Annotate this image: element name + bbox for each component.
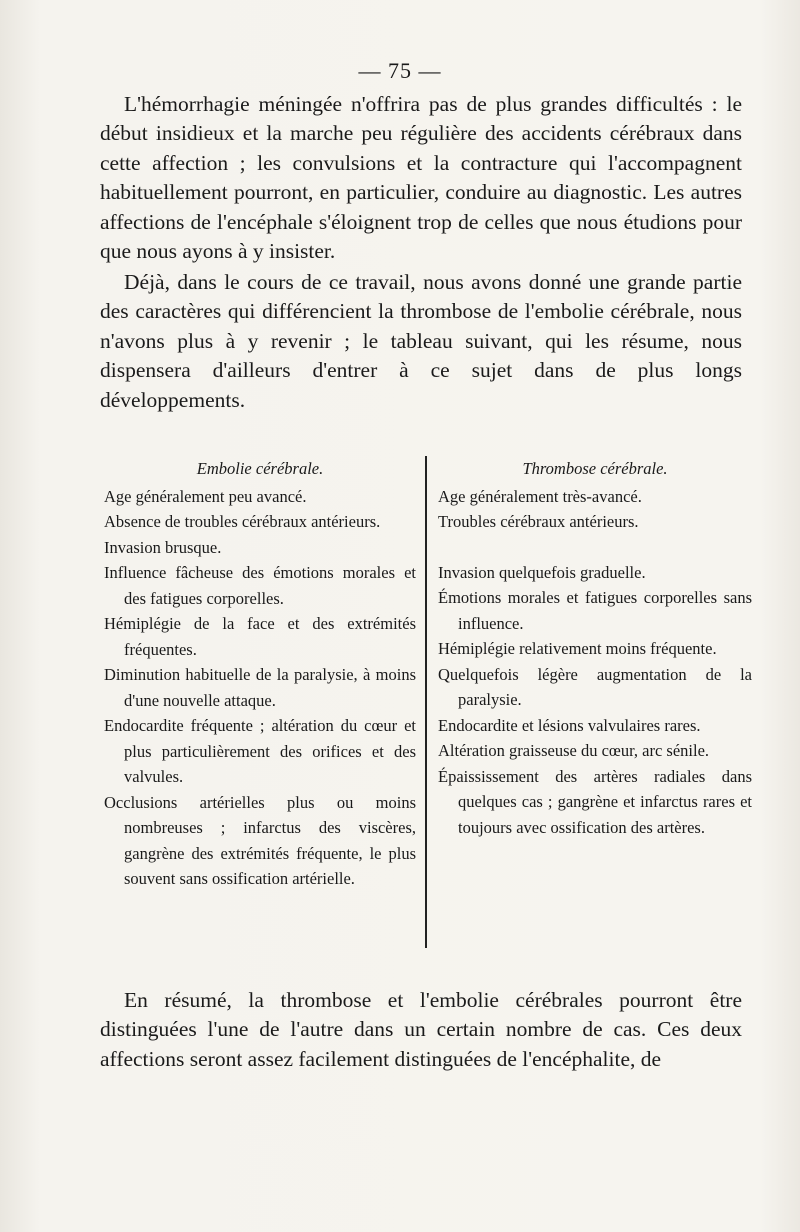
- thrombosis-entry: Endocardite et lésions valvulaires rares.: [438, 715, 701, 735]
- thrombosis-entry: Age généralement très-avancé.: [438, 486, 642, 506]
- embolism-entry: Occlusions artérielles plus ou moins nombreuses ; infarctus des viscères, gangrène des extrémités fréquente, le plus souvent sans ossification artérielle.: [104, 792, 416, 888]
- column-divider: [425, 456, 427, 948]
- page-number: — 75 —: [358, 58, 442, 83]
- thrombosis-entry: Épaississement des artères radiales dans quelques cas ; gangrène et infarctus rares et toujours avec ossification des artères.: [438, 766, 752, 837]
- thrombosis-entry: Quelquefois légère augmentation de la paralysie.: [438, 664, 752, 709]
- spacer: [438, 535, 752, 560]
- thrombosis-entry: Émotions morales et fatigues corporelles sans influence.: [438, 588, 752, 633]
- embolism-entry: Hémiplégie de la face et des extrémités fréquentes.: [104, 614, 416, 659]
- thrombosis-entry: Invasion quelquefois graduelle.: [438, 562, 646, 582]
- embolism-entry: Endocardite fréquente ; altération du cœur et plus particulièrement des orifices et des valvules.: [104, 716, 416, 786]
- paragraph-thrombosis-embolism-intro: [100, 268, 742, 415]
- embolism-entry: Invasion brusque.: [104, 537, 222, 557]
- embolism-entry: Influence fâcheuse des émotions morales et des fatigues corporelles.: [104, 563, 416, 608]
- paragraph-1-text: L'hémorrhagie méningée n'offrira pas de plus grandes difficultés : le début insidieux et la marche peu régulière des accidents cérébraux dans cette affection ; les convulsions et la contracture qui l'accompagnent habituellement pourront, en particulier, conduire au diagnostic. Les autres affections de l'encéphale s'éloignent trop de celles que nous étudions pour que nous ayons à y insister.: [100, 92, 742, 264]
- thrombosis-column-header: Thrombose cérébrale.: [522, 459, 668, 478]
- embolism-column-header: Embolie cérébrale.: [196, 459, 324, 478]
- comparison-table: [100, 456, 754, 956]
- thrombosis-entry: Hémiplégie relativement moins fréquente.: [438, 639, 717, 658]
- paragraph-meningeal-hemorrhage: [100, 90, 742, 266]
- paragraph-summary: [100, 986, 742, 1074]
- thrombosis-entry: Troubles cérébraux antérieurs.: [438, 512, 639, 531]
- paragraph-2-text: Déjà, dans le cours de ce travail, nous avons donné une grande partie des caractères qui différencient la thrombose de l'embolie cérébrale, nous n'avons plus à y revenir ; le tableau suivant, qui les résume, nous dispensera d'ailleurs d'entrer à ce sujet dans de plus longs développements.: [100, 270, 742, 412]
- embolism-entry: Diminution habituelle de la paralysie, à moins d'une nouvelle attaque.: [104, 665, 416, 710]
- paragraph-3-text: En résumé, la thrombose et l'embolie cérébrales pourront être distinguées l'une de l'autre dans un certain nombre de cas. Ces deux affections seront assez facilement distinguées de l'encéphalite, de: [100, 988, 742, 1071]
- embolism-entry: Absence de troubles cérébraux antérieurs.: [104, 512, 381, 531]
- thrombosis-column: [438, 456, 752, 840]
- embolism-entry: Age généralement peu avancé.: [104, 486, 307, 506]
- embolism-column: [104, 456, 416, 892]
- thrombosis-entry: Altération graisseuse du cœur, arc sénile.: [438, 741, 710, 760]
